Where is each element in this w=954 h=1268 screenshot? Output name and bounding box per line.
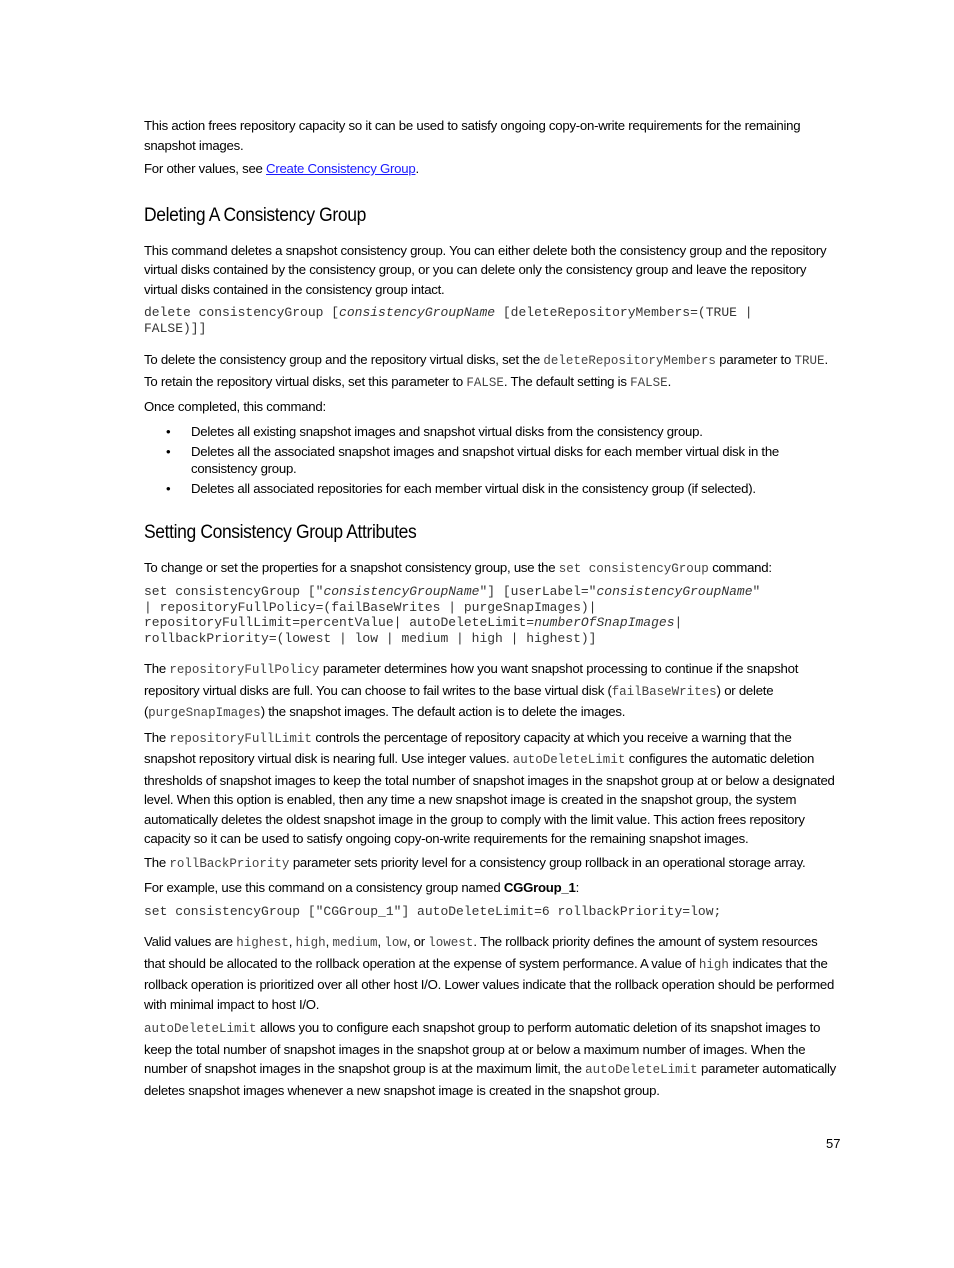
section1-paragraph-2: To delete the consistency group and the repository virtual disks, set the deleteRepositoryMembers parameter to TRUE. To retain the repository virtual disks, set this parameter to FALSE. The default setting is FALSE. <box>144 352 828 390</box>
group-name: CGGroup_1 <box>503 880 576 895</box>
repository-full-policy-paragraph: The repositoryFullPolicy parameter determines how you want snapshot processing to continue if the snapshot repository virtual disks are full. You can choose to fail writes to the base virtual disk (failBaseWrites) or delete (purgeSnapImages) the snapshot images. The default action is to delete the images. <box>144 661 799 720</box>
inline-code: highest <box>236 936 289 950</box>
period: . <box>415 161 419 176</box>
section2-intro: To change or set the properties for a snapshot consistency group, use the set consistencyGroup command: <box>144 559 772 576</box>
example-command: set consistencyGroup ["CGGroup_1"] autoDeleteLimit=6 rollbackPriority=low; <box>144 903 722 919</box>
inline-code: autoDeleteLimit <box>585 1063 698 1077</box>
inline-code: TRUE <box>794 354 825 368</box>
delete-command-syntax: delete consistencyGroup [consistencyGroupName [deleteRepositoryMembers=(TRUE | FALSE)]] <box>144 305 753 336</box>
list-item: • Deletes all existing snapshot images and snapshot virtual disks from the consistency group. <box>166 423 703 439</box>
set-command-syntax: set consistencyGroup ["consistencyGroupName"] [userLabel="consistencyGroupName" | repositoryFullPolicy=(failBaseWrites | purgeSnapImages)| repositoryFullLimit=percentValue| autoDeleteLimit=numberOfSnapImages| rollbackPriority=(lowest | low | medium | high | highest)] <box>144 584 761 646</box>
inline-code: low <box>384 936 407 950</box>
deletion-effects-list <box>144 424 838 498</box>
inline-code: deleteRepositoryMembers <box>543 354 716 368</box>
inline-code: FALSE <box>466 375 504 390</box>
inline-code: lowest <box>428 936 474 950</box>
valid-values-paragraph: Valid values are highest, high, medium, low, or lowest. The rollback priority defines the amount of system resources that should be allocated to the rollback operation at the expense of system performance. A value of high indicates that the rollback operation is prioritized over all other host I/O. Lower values indicate that the rollback operation should be performed with minimal impact to host I/O. <box>144 934 835 1012</box>
inline-code: repositoryFullLimit <box>169 731 312 746</box>
inline-code: repositoryFullPolicy <box>169 663 320 677</box>
inline-code: set consistencyGroup <box>558 561 709 576</box>
inline-code: autoDeleteLimit <box>512 753 626 767</box>
example-intro: For example, use this command on a consistency group named CGGroup_1: <box>144 880 580 895</box>
repository-full-limit-paragraph: The repositoryFullLimit controls the percentage of repository capacity at which you receive a warning that the snapshot repository virtual disk is nearing full. Use integer values. autoDeleteLimit configures the automatic deletion thresholds of snapshot images to keep the total number of snapshot images in the snapshot group at or below a designated level. When this option is enabled, then any time a new snapshot image is created in the snapshot group, the system automatically deletes the oldest snapshot image in the group to comply with the limit value. This action frees repository capacity so it can be used to satisfy ongoing copy-on-write requirements for the remaining snapshot images. <box>144 729 835 846</box>
list-item: • Deletes all the associated snapshot images and snapshot virtual disks for each member virtual disk in the consistency group. <box>166 444 780 476</box>
section1-intro: This command deletes a snapshot consistency group. You can either delete both the consistency group and the repository virtual disks contained by the consistency group, or you can delete only the consistency group and leave the repository virtual disks contained in the consistency group intact. <box>144 242 827 297</box>
document-page <box>144 116 838 1100</box>
see-also-text: For other values, see <box>144 161 267 176</box>
inline-code: failBaseWrites <box>611 684 717 699</box>
section-heading-deleting: Deleting A Consistency Group <box>144 204 366 226</box>
intro-paragraph: This action frees repository capacity so it can be used to satisfy ongoing copy-on-write requirements for the remaining snapshot images. <box>144 118 801 153</box>
inline-code: rollBackPriority <box>169 856 290 871</box>
inline-code: purgeSnapImages <box>148 706 261 720</box>
create-consistency-group-link[interactable]: Create Consistency Group <box>266 161 416 176</box>
section1-paragraph-3: Once completed, this command: <box>144 399 326 414</box>
list-item: • Deletes all associated repositories for each member virtual disk in the consistency group (if selected). <box>166 481 756 496</box>
section-heading-setting: Setting Consistency Group Attributes <box>144 521 417 543</box>
inline-code: high <box>295 936 326 950</box>
intro-see-also <box>144 159 838 179</box>
inline-code: FALSE <box>630 375 668 390</box>
page-number: 57 <box>826 1136 841 1151</box>
rollback-priority-paragraph: The rollBackPriority parameter sets priority level for a consistency group rollback in an operational storage array. <box>144 854 806 871</box>
inline-code: autoDeleteLimit <box>144 1022 257 1036</box>
auto-delete-limit-paragraph: autoDeleteLimit allows you to configure each snapshot group to perform automatic deletion of its snapshot images to keep the total number of snapshot images in the snapshot group at or below a maximum number of images. When the number of snapshot images in the snapshot group is at the maximum limit, the autoDeleteLimit parameter automatically deletes snapshot images whenever a new snapshot image is created in the snapshot group. <box>144 1020 837 1098</box>
inline-code: medium <box>332 936 378 950</box>
inline-code: high <box>698 957 729 972</box>
